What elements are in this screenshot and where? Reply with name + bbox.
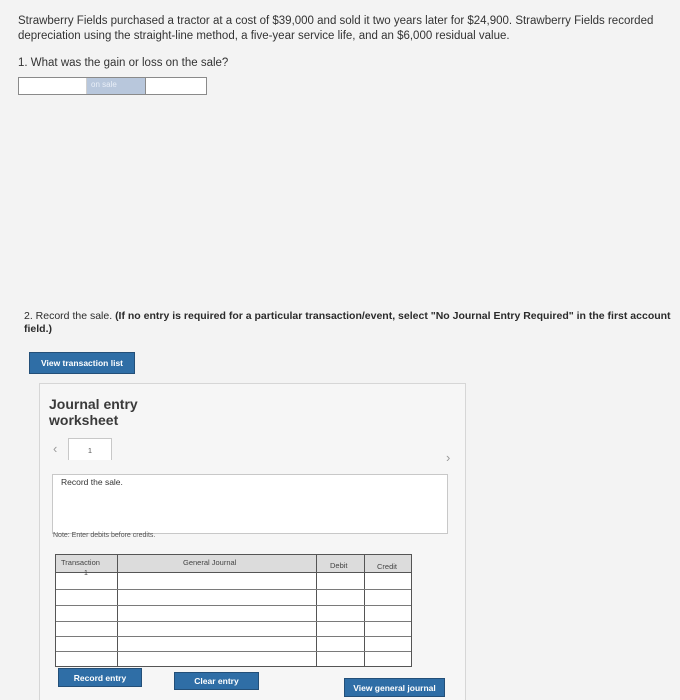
question-1-label: 1. What was the gain or loss on the sale? xyxy=(18,57,229,69)
journal-table-header xyxy=(56,555,411,573)
clear-entry-button[interactable]: Clear entry xyxy=(174,672,259,690)
part-2-note: (If no entry is required for a particular transaction/event, select "No Journal Entry Required" in the first account field.) xyxy=(24,310,671,335)
table-row-line xyxy=(56,589,411,590)
table-row-line xyxy=(56,621,411,622)
table-divider xyxy=(364,555,365,666)
worksheet-title xyxy=(49,396,138,428)
view-transaction-list-button[interactable]: View transaction list xyxy=(29,352,135,374)
table-row-line xyxy=(56,605,411,606)
part-2-instruction xyxy=(24,310,680,336)
col-credit: Credit xyxy=(377,562,398,571)
gain-loss-amount-input[interactable] xyxy=(19,78,87,94)
worksheet-title-line1: Journal entry xyxy=(49,396,138,412)
table-divider xyxy=(316,555,317,666)
question-text: Strawberry Fields purchased a tractor at a cost of $39,000 and sold it two years later for $24,900. Strawberry Fields recorded depreciation using the straight-line method, a five-year service life, and an $6,000 residual value. xyxy=(18,15,654,42)
worksheet-title-line2: worksheet xyxy=(49,412,119,428)
table-row-line xyxy=(56,651,411,652)
col-transaction: Transaction xyxy=(61,558,100,567)
debits-credits-note: Note: Enter debits before credits. xyxy=(53,532,156,539)
gain-loss-dropdown[interactable]: on sale xyxy=(87,78,145,94)
transaction-number: 1 xyxy=(84,570,88,577)
view-general-journal-button[interactable]: View general journal xyxy=(344,678,445,697)
part-2-label: 2. Record the sale. xyxy=(24,310,116,322)
gain-loss-value-input[interactable] xyxy=(145,78,206,94)
transaction-description: Record the sale. xyxy=(61,477,123,487)
gain-loss-answer-row xyxy=(18,77,207,95)
table-row-line xyxy=(56,636,411,637)
col-debit: Debit xyxy=(330,561,348,570)
chevron-right-icon[interactable]: › xyxy=(446,450,451,465)
record-entry-button[interactable]: Record entry xyxy=(58,668,142,687)
table-divider xyxy=(117,555,118,666)
chevron-left-icon[interactable]: ‹ xyxy=(53,441,58,456)
col-general-journal: General Journal xyxy=(183,558,237,567)
journal-entry-table xyxy=(55,554,412,667)
worksheet-tab-1[interactable]: 1 xyxy=(68,438,112,460)
